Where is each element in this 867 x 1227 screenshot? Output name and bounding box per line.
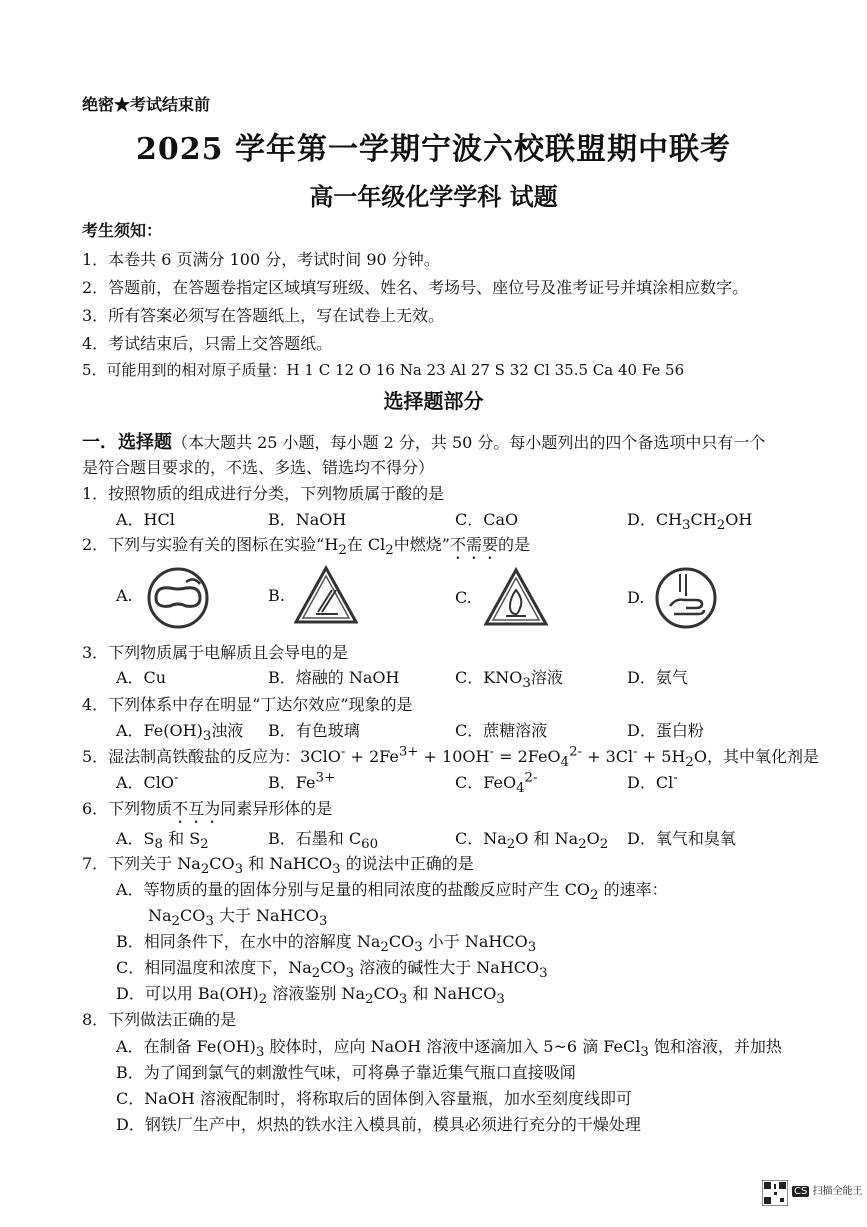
- q3-option-a: A．Cu: [116, 668, 167, 687]
- question-3-stem: 3．下列物质属于电解质且会导电的是: [82, 643, 349, 662]
- question-8-stem: 8．下列做法正确的是: [82, 1010, 237, 1029]
- q8-option-b: B．为了闻到氯气的刺激性气味，可将鼻子靠近集气瓶口直接吸闻: [116, 1063, 576, 1082]
- q5-option-b: B．$Fe^{3+}$: [268, 770, 336, 792]
- q6-option-a: A．$S_8$ 和 $S_2$: [116, 829, 209, 853]
- exam-subtitle: 高一年级化学学科 试题: [309, 182, 558, 211]
- q1-option-b: B．NaOH: [268, 510, 347, 529]
- section-title: 选择题部分: [383, 389, 484, 413]
- question-4-stem: 4．下列体系中存在明显“丁达尔效应”现象的是: [82, 695, 413, 714]
- notice-item: 1．本卷共 6 页满分 100 分，考试时间 90 分钟。: [82, 250, 440, 269]
- q4-option-b: B．有色玻璃: [268, 721, 360, 740]
- q3-option-d: D．氨气: [627, 668, 688, 687]
- q2-option-c: C.: [455, 588, 472, 607]
- part-label: 一．选择题: [82, 432, 172, 453]
- part-desc-2: 是符合题目要求的，不选、多选、错选均不得分）: [82, 458, 435, 477]
- q4-option-c: C．蔗糖溶液: [455, 721, 548, 740]
- notice-heading: 考生须知：: [82, 221, 163, 240]
- scanner-watermark: [792, 1182, 863, 1197]
- q6-option-d: D．氧气和臭氧: [627, 829, 736, 848]
- q6-option-b: B．石墨和 $C_{60}$: [268, 829, 379, 853]
- question-6-stem: 6．下列物质不互为同素异形体的是: [82, 799, 333, 818]
- q8-option-c: C．NaOH 溶液配制时，将称取后的固体倒入容量瓶，加水至刻度线即可: [116, 1089, 632, 1108]
- q4-option-a: A．$Fe(OH)_3$浊液: [116, 721, 244, 745]
- q7-option-d: D．可以用 $Ba(OH)_2$ 溶液鉴别 $Na_2CO_3$ 和 NaHCO$_3$: [116, 984, 505, 1008]
- q5-option-d: D．Cl-: [627, 770, 678, 792]
- question-7-stem: 7．下列关于 $Na_2CO_3$ 和 NaHCO$_3$ 的说法中正确的是: [82, 854, 474, 878]
- part-header: [82, 428, 765, 454]
- goggles-icon: [146, 566, 210, 630]
- question-5-stem: 5．湿法制高铁酸盐的反应为：$3ClO^- + 2Fe^{3+} + 10OH^- = 2FeO_4^{2-} + 3Cl^- + 5H_2O$，其中氧化剂是: [82, 744, 820, 771]
- q7-option-c: C．相同温度和浓度下，$Na_2CO_3$ 溶液的碱性大于 NaHCO$_3$: [116, 958, 548, 982]
- q1-option-a: A．HCl: [116, 510, 175, 529]
- q7-option-b: B．相同条件下，在水中的溶解度 $Na_2CO_3$ 小于 NaHCO$_3$: [116, 932, 537, 956]
- hot-surface-icon: [294, 564, 358, 628]
- q2-option-d: D.: [627, 588, 645, 607]
- q8-option-d: D．钢铁厂生产中，炽热的铁水注入模具前，模具必须进行充分的干燥处理: [116, 1115, 641, 1134]
- q2-option-b: B.: [268, 586, 285, 605]
- notice-item: 2．答题前，在答题卷指定区域填写班级、姓名、考场号、座位号及准考证号并填涂相应数字。: [82, 278, 749, 297]
- q5-option-c: C．FeO$_4^{2-}$: [455, 770, 538, 797]
- notice-item: 4．考试结束后，只需上交答题纸。: [82, 334, 333, 353]
- q4-option-d: D．蛋白粉: [627, 721, 704, 740]
- part-desc: （本大题共 25 小题，每小题 2 分，共 50 分。每小题列出的四个备选项中只有一个: [172, 433, 766, 452]
- q7-option-a-cont: $Na_2CO_3$ 大于 NaHCO$_3$: [148, 906, 328, 930]
- q3-option-b: B．熔融的 NaOH: [268, 668, 400, 687]
- confidential-mark: 绝密★考试结束前: [82, 95, 211, 114]
- q8-option-a: A．在制备 $Fe(OH)_3$ 胶体时，应向 NaOH 溶液中逐滴加入 5~6 滴 FeCl$_3$ 饱和溶液，并加热: [116, 1037, 782, 1061]
- q6-option-c: C．$Na_2O$ 和 $Na_2O_2$: [455, 829, 609, 853]
- notice-item: 5．可能用到的相对原子质量：H 1 C 12 O 16 Na 23 Al 27 S 32 Cl 35.5 Ca 40 Fe 56: [82, 361, 685, 379]
- q2-option-a: A.: [116, 586, 133, 605]
- cs-badge: CS: [794, 1186, 808, 1197]
- q7-option-a: A．等物质的量的固体分别与足量的相同浓度的盐酸反应时产生 $CO_2$ 的速率：: [116, 880, 668, 904]
- exam-title: 2025 学年第一学期宁波六校联盟期中联考: [136, 132, 731, 167]
- q1-option-d: D．$CH_3CH_2OH$: [627, 510, 753, 534]
- q5-option-a: A．ClO-: [116, 770, 179, 792]
- flame-icon: [484, 566, 548, 630]
- qr-code-icon: [762, 1180, 788, 1206]
- q1-option-c: C．CaO: [455, 510, 519, 529]
- notice-item: 3．所有答案必须写在答题纸上，写在试卷上无效。: [82, 306, 445, 325]
- scanner-label: 扫描全能王: [812, 1186, 863, 1197]
- question-2-stem: 2．下列与实验有关的图标在实验“$H_2$在 $Cl_2$中燃烧”不需要的是: [82, 535, 530, 559]
- question-1-stem: 1．按照物质的组成进行分类，下列物质属于酸的是: [82, 484, 445, 503]
- q3-option-c: C．$KNO_3$溶液: [455, 668, 563, 692]
- hand-wash-icon: [654, 566, 718, 630]
